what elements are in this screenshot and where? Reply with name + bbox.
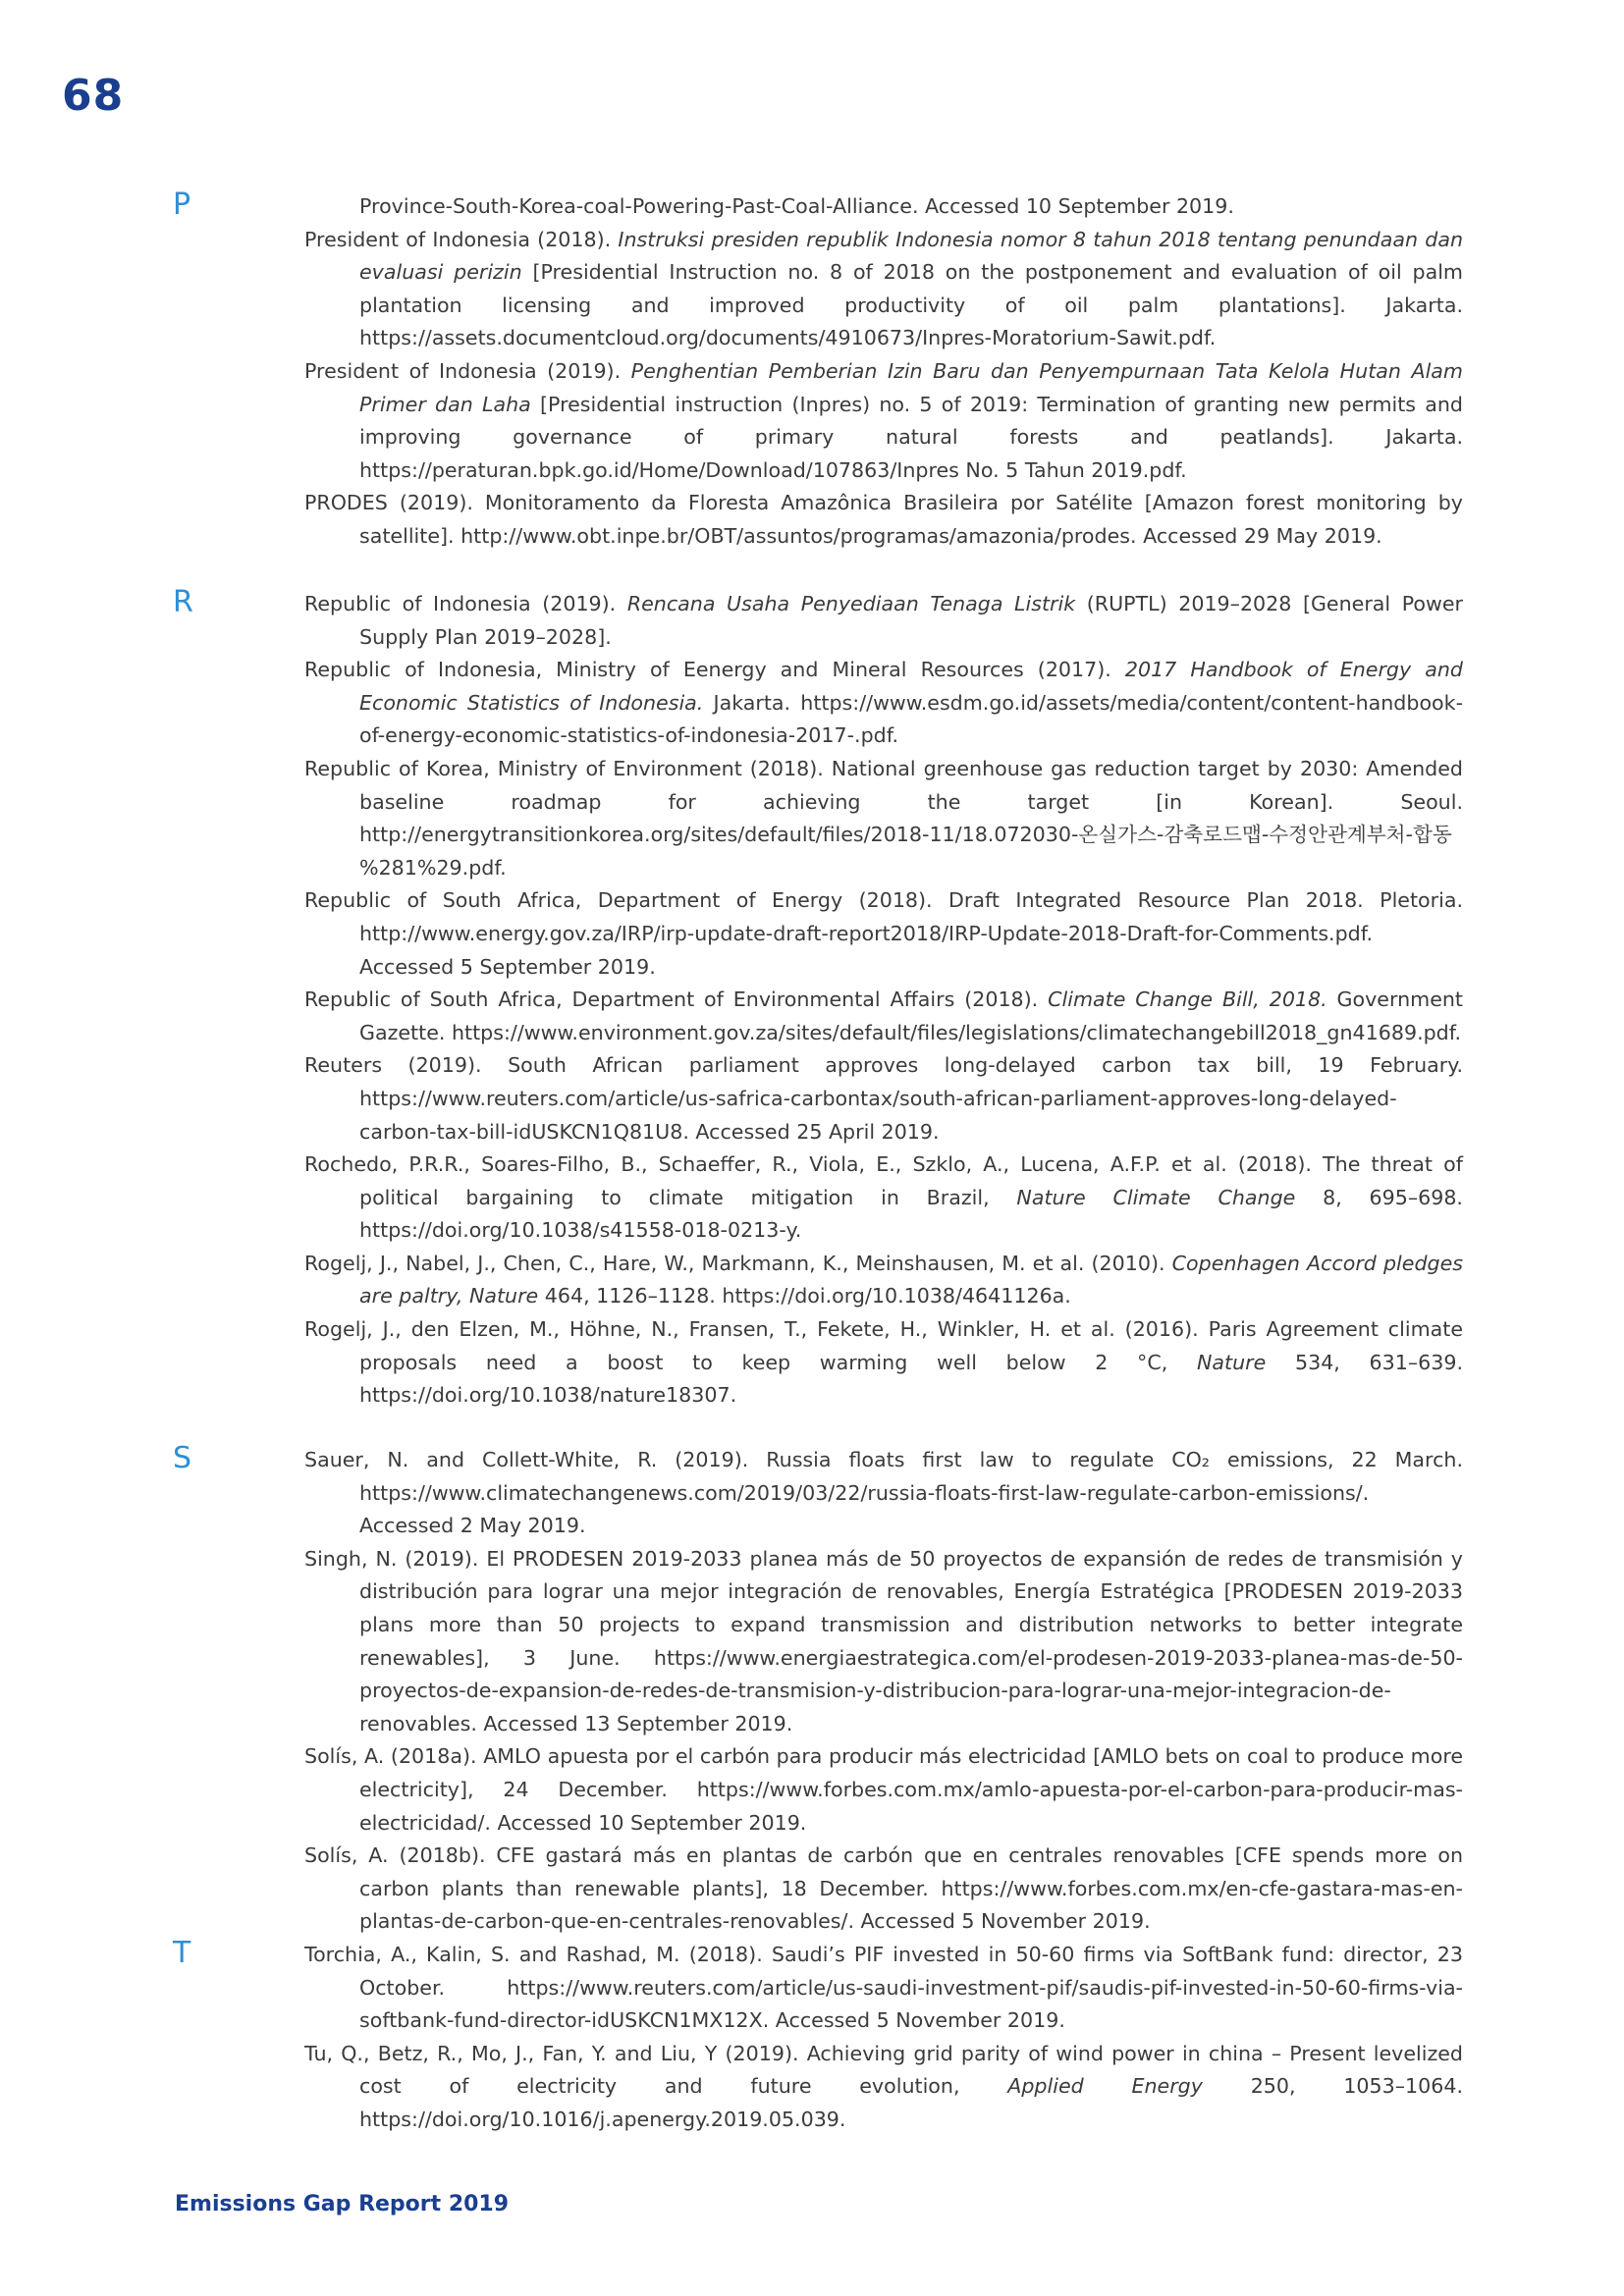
reference-item: President of Indonesia (2018). Instruksi presiden republik Indonesia nomor 8 tahun 2018 tentang penundaan dan evaluasi perizin [Presidential Instruction no. 8 of 2018 on the postponement and evaluation of oil palm plantation licensing and improved productivity of oil palm plantations]. Jakarta. https://assets.documentcloud.org/documents/4910673/Inpres-Moratorium-Sawit.pdf. bbox=[304, 227, 1463, 350]
reference-item: Tu, Q., Betz, R., Mo, J., Fan, Y. and Liu, Y (2019). Achieving grid parity of wind power in china – Present levelized cost of electricity and future evolution, Applied Energy 250, 1053–1064. https://doi.org/10.1016/j.apenergy.2019.05.039. bbox=[304, 2041, 1463, 2131]
reference-item: Torchia, A., Kalin, S. and Rashad, M. (2018). Saudi’s PIF invested in 50-60 firms via SoftBank fund: director, 23 October. https://www.reuters.com/article/us-saudi-investment-pif/saudis-pif-invested-in-50-60-firms-via-softbank-fund-director-idUSKCN1MX12X. Accessed 5 November 2019. bbox=[304, 1943, 1463, 2033]
reference-item: Reuters (2019). South African parliament approves long-delayed carbon tax bill, 19 February. https://www.reuters.com/article/us-safrica-carbontax/south-african-parliament-approves-long-delayed-carbon-tax-bill-idUSKCN1Q81U8. Accessed 25 April 2019. bbox=[304, 1053, 1463, 1144]
footer-report-title: Emissions Gap Report 2019 bbox=[175, 2192, 510, 2216]
reference-item: Rogelj, J., Nabel, J., Chen, C., Hare, W., Markmann, K., Meinshausen, M. et al. (2010). Copenhagen Accord pledges are paltry, Nature 464, 1126–1128. https://doi.org/10.1038/4641126a. bbox=[304, 1251, 1463, 1308]
reference-item: Republic of South Africa, Department of Environmental Affairs (2018). Climate Change Bill, 2018. Government Gazette. https://www.environment.gov.za/sites/default/files/legislations/climatechangebill2018_gn41689.pdf. bbox=[304, 988, 1463, 1044]
reference-item: President of Indonesia (2019). Penghentian Pemberian Izin Baru dan Penyempurnaan Tata Kelola Hutan Alam Primer dan Laha [Presidential instruction (Inpres) no. 5 of 2019: Termination of granting new permits and improving governance of primary natural forests and peatlands]. Jakarta. https://peraturan.bpk.go.id/Home/Download/107863/Inpres No. 5 Tahun 2019.pdf. bbox=[304, 358, 1464, 482]
reference-item: Republic of Korea, Ministry of Environment (2018). National greenhouse gas reduction target by 2030: Amended baseline roadmap for achieving the target [in Korean]. Seoul. http://energytransitionkorea.org/sites/default/files/2018-11/18.072030-온실가스-감축로드맵-수정안관계부처-합동 %281%29.pdf. bbox=[304, 756, 1463, 880]
reference-list bbox=[304, 1939, 1463, 2137]
reference-item: Singh, N. (2019). El PRODESEN 2019-2033 planea más de 50 proyectos de expansión de redes de transmisión y distribución para lograr una mejor integración de renovables, Energía Estratégica [PRODESEN 2019-2033 plans more than 50 projects to expand transmission and distribution networks to better integrate renewables], 3 June. https://www.energiaestrategica.com/el-prodesen-2019-2033-planea-mas-de-50-proyectos-de-expansion-de-redes-de-transmision-y-distribucion-para-lograr-una-mejor-integracion-de-renovables. Accessed 13 September 2019. bbox=[304, 1546, 1463, 1735]
reference-item: Rochedo, P.R.R., Soares-Filho, B., Schaeffer, R., Viola, E., Szklo, A., Lucena, A.F.P. et al. (2018). The threat of political bargaining to climate mitigation in Brazil, Nature Climate Change 8, 695–698. https://doi.org/10.1038/s41558-018-0213-y. bbox=[304, 1152, 1463, 1243]
reference-item: Republic of South Africa, Department of Energy (2018). Draft Integrated Resource Plan 2018. Pletoria. http://www.energy.gov.za/IRP/irp-update-draft-report2018/IRP-Update-2018-Draft-for-Comments.pdf. Accessed 5 September 2019. bbox=[304, 888, 1463, 979]
reference-item: Solís, A. (2018a). AMLO apuesta por el carbón para producir más electricidad [AMLO bets on coal to produce more electricity], 24 December. https://www.forbes.com.mx/amlo-apuesta-por-el-carbon-para-producir-mas-electricidad/. Accessed 10 September 2019. bbox=[304, 1744, 1463, 1835]
section-letter: P bbox=[173, 187, 191, 222]
reference-item: Province-South-Korea-coal-Powering-Past-Coal-Alliance. Accessed 10 September 2019. bbox=[359, 194, 1234, 218]
reference-item: Sauer, N. and Collett-White, R. (2019). Russia floats first law to regulate CO₂ emissions, 22 March. https://www.climatechangenews.com/2019/03/22/russia-floats-first-law-regulate-carbon-emissions/. Accessed 2 May 2019. bbox=[304, 1448, 1463, 1538]
reference-item: Solís, A. (2018b). CFE gastará más en plantas de carbón que en centrales renovables [CFE spends more on carbon plants than renewable plants], 18 December. https://www.forbes.com.mx/en-cfe-gastara-mas-en-plantas-de-carbon-que-en-centrales-renovables/. Accessed 5 November 2019. bbox=[304, 1843, 1463, 1934]
reference-item: Rogelj, J., den Elzen, M., Höhne, N., Fransen, T., Fekete, H., Winkler, H. et al. (2016). Paris Agreement climate proposals need a boost to keep warming well below 2 °C, Nature 534, 631–639. https://doi.org/10.1038/nature18307. bbox=[304, 1317, 1463, 1408]
page-number: 68 bbox=[62, 71, 125, 121]
reference-list bbox=[304, 1444, 1463, 1939]
reference-item: Republic of Indonesia (2019). Rencana Usaha Penyediaan Tenaga Listrik (RUPTL) 2019–2028 [General Power Supply Plan 2019–2028]. bbox=[304, 592, 1463, 649]
reference-list bbox=[304, 588, 1463, 1413]
reference-list bbox=[304, 190, 1463, 554]
section-letter: S bbox=[173, 1441, 192, 1475]
section-letter: T bbox=[173, 1936, 191, 1970]
section-letter: R bbox=[173, 585, 193, 619]
reference-item: PRODES (2019). Monitoramento da Floresta Amazônica Brasileira por Satélite [Amazon forest monitoring by satellite]. http://www.obt.inpe.br/OBT/assuntos/programas/amazonia/prodes. Accessed 29 May 2019. bbox=[304, 491, 1463, 548]
reference-item: Republic of Indonesia, Ministry of Eenergy and Mineral Resources (2017). 2017 Handbook of Energy and Economic Statistics of Indonesia. Jakarta. https://www.esdm.go.id/assets/media/content/content-handbook-of-energy-economic-statistics-of-indonesia-2017-.pdf. bbox=[304, 658, 1463, 748]
